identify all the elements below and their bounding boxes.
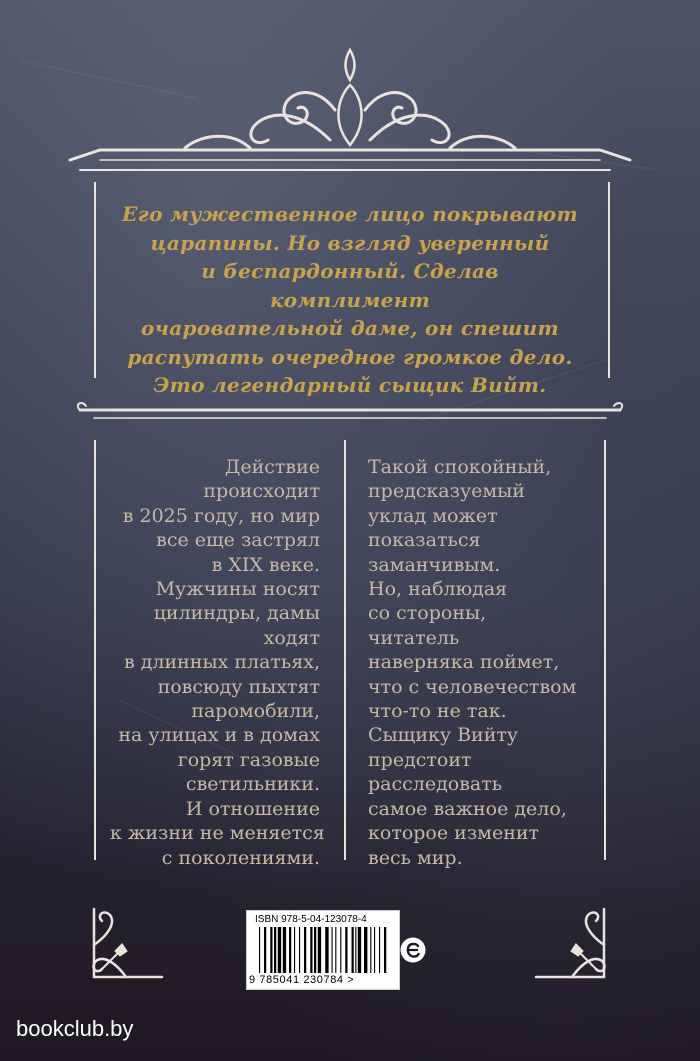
barcode-bar <box>259 927 260 973</box>
intro-paragraph <box>120 200 580 400</box>
corner-flourish-left <box>86 905 166 985</box>
text-line: со стороны, <box>368 602 487 625</box>
text-line: Мужчины носят <box>155 578 320 601</box>
text-line: Действие <box>224 456 320 478</box>
text-line: заманчивым. <box>368 553 501 576</box>
barcode-bar <box>270 927 272 973</box>
site-watermark: bookclub.by <box>16 1016 134 1041</box>
text-line: которое изменит <box>368 822 540 845</box>
barcode-bar <box>264 927 266 973</box>
barcode-bar <box>314 927 316 973</box>
text-line: в 2025 году, но мир <box>122 504 320 527</box>
isbn-label: ISBN 978-5-04-123078-4 <box>255 914 367 925</box>
barcode-bar <box>294 927 295 973</box>
text-line: паромобили, <box>191 700 320 723</box>
intro-line: очаровательной даме, он спешит <box>141 316 559 340</box>
barcode-bar <box>335 927 336 973</box>
barcode-bars <box>259 927 389 973</box>
text-line: уклад может <box>368 504 498 527</box>
intro-line: и беспардонный. Сделав комплимент <box>201 259 499 312</box>
ean-digits: 9 785041 230784 > <box>249 974 355 986</box>
barcode-bar <box>299 927 300 973</box>
barcode-bar <box>379 927 380 973</box>
text-line: Но, наблюдая <box>368 578 508 601</box>
text-line: что с человечеством <box>368 675 577 698</box>
text-line: наверняка поймет, <box>368 651 560 674</box>
text-line: все еще застрял <box>156 529 320 552</box>
barcode-bar <box>332 927 333 973</box>
text-line: самое важное дело, <box>368 797 567 820</box>
barcode-bar <box>364 927 367 973</box>
text-line: Такой спокойный, <box>368 456 552 478</box>
text-line: ходят <box>263 626 320 649</box>
barcode-bar <box>374 927 375 973</box>
text-line: на улицах и в домах <box>118 724 320 747</box>
intro-line: царапины. Но взгляд уверенный <box>150 230 550 255</box>
barcode-bar <box>289 927 291 973</box>
text-line: предсказуемый <box>368 480 525 503</box>
text-line: цилиндры, дамы <box>153 602 320 625</box>
text-line: повсюду пыхтят <box>157 675 320 698</box>
barcode-bar <box>358 927 361 973</box>
text-line: к жизни не меняется <box>110 822 325 845</box>
barcode-bar <box>278 927 281 973</box>
barcode-bar <box>310 927 312 973</box>
text-line: И отношение <box>185 797 320 820</box>
intro-line: Это легендарный сыщик Вийт. <box>153 373 547 397</box>
intro-line: Его мужественное лицо покрывают <box>122 202 578 226</box>
barcode-bar <box>355 927 356 973</box>
barcode-bar <box>384 927 386 973</box>
center-divider-line <box>344 440 346 860</box>
isbn-barcode <box>246 910 400 990</box>
text-line: происходит <box>203 480 320 503</box>
barcode-bar <box>352 927 354 973</box>
barcode-bar <box>325 927 328 973</box>
text-line: читатель <box>368 626 460 649</box>
barcode-bar <box>274 927 276 973</box>
barcode-bar <box>304 927 306 973</box>
text-line: что-то не так. <box>368 700 507 723</box>
text-line: в длинных платьях, <box>123 651 320 674</box>
top-ornament-crest <box>0 0 700 190</box>
text-line: горят газовые <box>177 748 320 771</box>
right-column-frame <box>604 440 606 860</box>
barcode-bar <box>340 927 341 973</box>
text-line: расследовать <box>368 773 503 796</box>
text-line: весь мир. <box>368 846 463 869</box>
barcode-bar <box>318 927 321 973</box>
intro-line: распутать очередное громкое дело. <box>127 344 573 369</box>
corner-flourish-right <box>532 905 612 985</box>
barcode-bar <box>345 927 347 973</box>
left-column-text <box>110 455 325 870</box>
barcode-bar <box>370 927 371 973</box>
divider-ornament <box>70 398 630 428</box>
text-line: Сыщику Вийту <box>368 724 519 747</box>
eksmo-e-logo-icon <box>400 937 426 963</box>
barcode-bar <box>283 927 286 973</box>
text-line: предстоит <box>368 748 472 771</box>
text-line: с поколениями. <box>161 846 320 869</box>
text-line: светильники. <box>185 773 320 796</box>
text-line: в XIX веке. <box>211 553 320 576</box>
right-column-text <box>368 455 588 870</box>
text-line: показаться <box>368 529 481 552</box>
